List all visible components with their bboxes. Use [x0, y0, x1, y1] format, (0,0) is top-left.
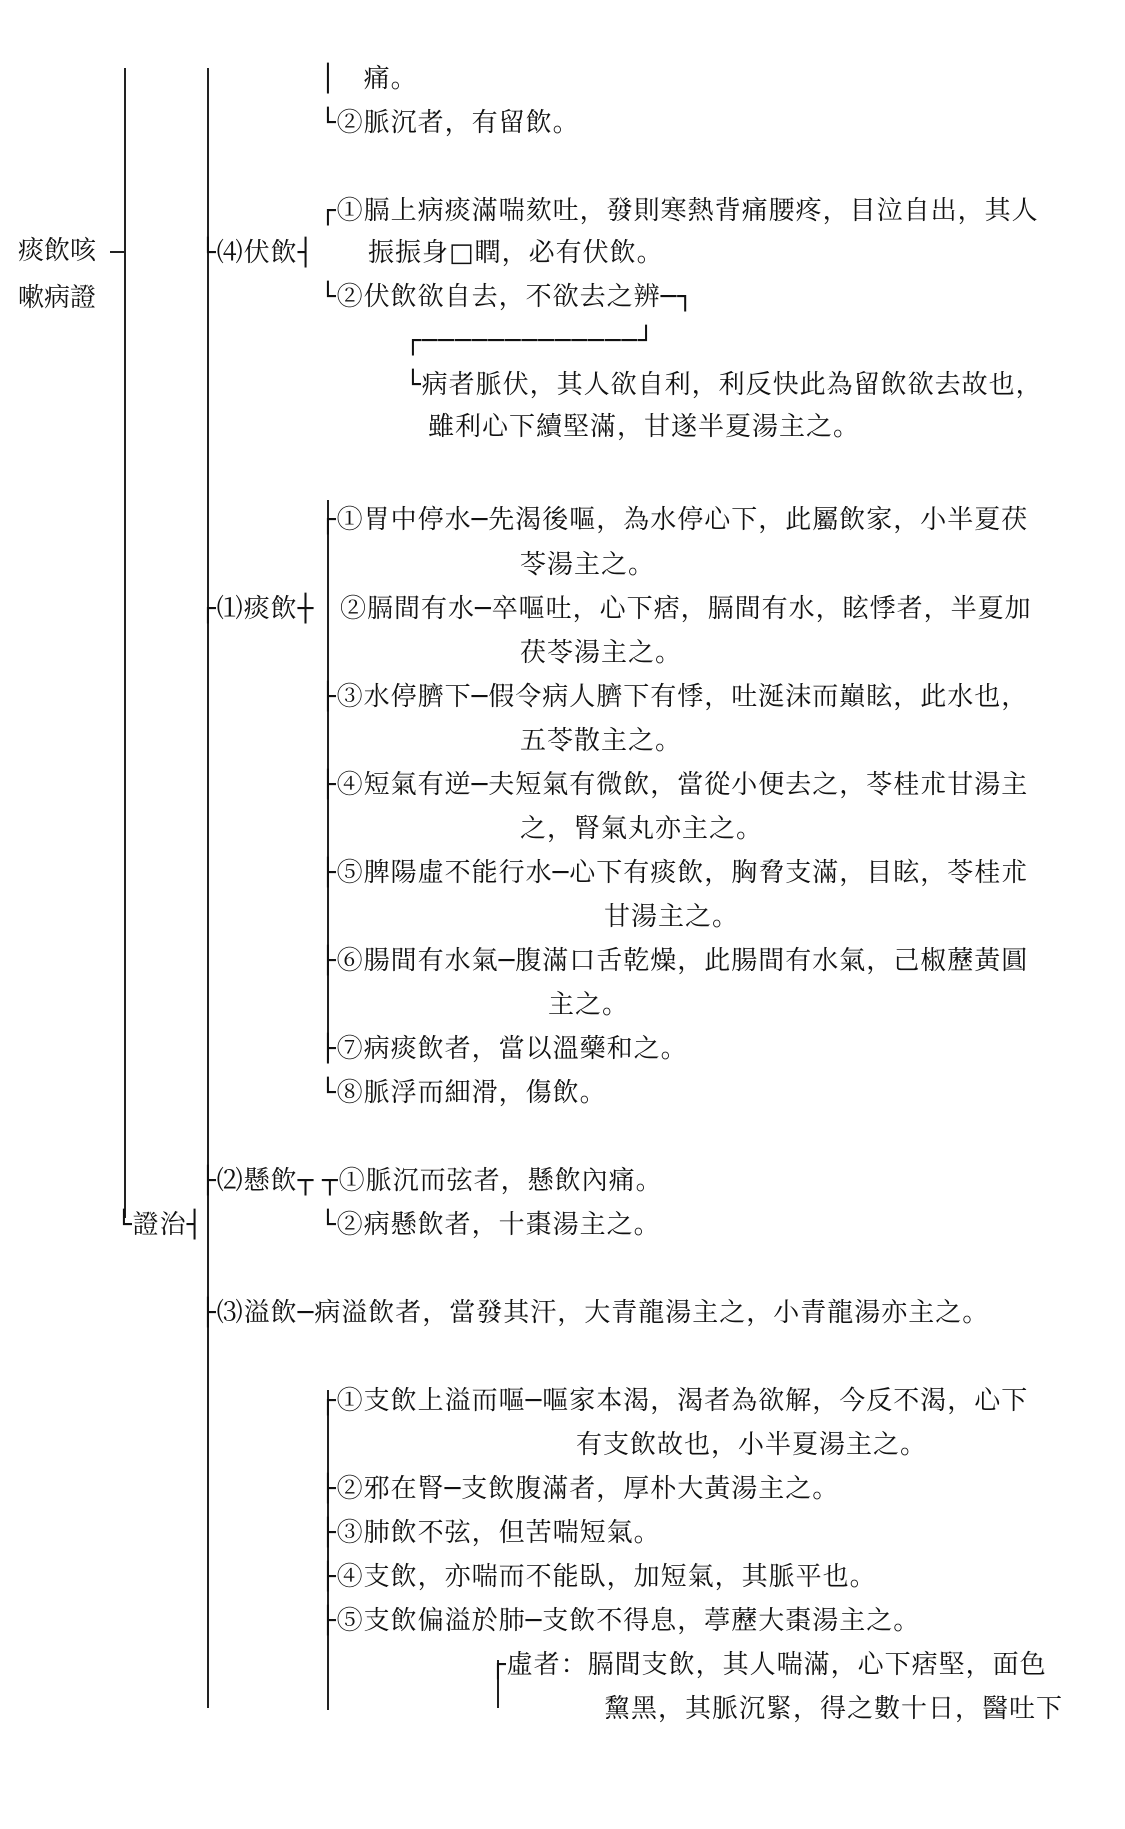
trunk-line-outer — [124, 68, 126, 1218]
zhiyin-item-5: ├⑤支飲偏溢於肺─支飲不得息，葶藶大棗湯主之。 — [320, 1606, 921, 1636]
tanyin-head: ┌⑴痰飲┼ — [200, 594, 315, 624]
tanyin-item-8: └⑧脈浮而細滑，傷飲。 — [320, 1078, 607, 1108]
fuyin-head: └⑷伏飲┤ — [200, 238, 315, 268]
zhiyin-item-3: ├③肺飲不弦，但苦喘短氣。 — [320, 1518, 661, 1548]
tanyin-item-5a: ├⑤脾陽虛不能行水─心下有痰飲，胸脅支滿，目眩，苓桂朮 — [320, 858, 1029, 888]
yiyin-line: ├⑶溢飲─病溢飲者，當發其汗，大青龍湯主之，小青龍湯亦主之。 — [200, 1298, 990, 1328]
tanyin-item-6b: 主之。 — [548, 990, 630, 1020]
fuyin-line-7: 雖利心下續堅滿，甘遂半夏湯主之。 — [428, 412, 861, 442]
tanyin-item-3a: ├③水停臍下─假令病人臍下有悸，吐涎沫而巔眩，此水也， — [320, 682, 1029, 712]
tanyin-item-4b: 之，腎氣丸亦主之。 — [520, 814, 764, 844]
fuyin-line-0: │ 痛。 — [320, 64, 418, 94]
tanyin-item-7: ├⑦病痰飲者，當以溫藥和之。 — [320, 1034, 688, 1064]
xuanyin-head: ├⑵懸飲┬ — [200, 1166, 315, 1196]
xuanyin-item-2: └②病懸飲者，十棗湯主之。 — [320, 1210, 661, 1240]
tanyin-item-3b: 五苓散主之。 — [520, 726, 683, 756]
fuyin-line-3: 振振身□瞤，必有伏飲。 — [368, 238, 664, 268]
fuyin-line-6: └病者脈伏，其人欲自利，利反快此為留飲欲去故也， — [405, 370, 1043, 400]
tanyin-item-5b: 甘湯主之。 — [604, 902, 740, 932]
root-title-line2: 嗽病證 — [18, 283, 97, 313]
tanyin-item-1a: ┌①胃中停水─先渴後嘔，為水停心下，此屬飲家，小半夏茯 — [320, 505, 1029, 535]
fuyin-line-2: ┌①膈上病痰滿喘欬吐，發則寒熱背痛腰疼，目泣自出，其人 — [320, 196, 1039, 226]
zhiyin-item-4: ├④支飲，亦喘而不能臥，加短氣，其脈平也。 — [320, 1562, 877, 1592]
tanyin-item-1b: 苓湯主之。 — [520, 550, 656, 580]
tanyin-item-6a: ├⑥腸間有水氣─腹滿口舌乾燥，此腸間有水氣，己椒藶黃圓 — [320, 946, 1029, 976]
trunk-line-inner — [207, 68, 209, 1708]
branch-zhengzhi: └證治┤ — [116, 1210, 204, 1240]
fuyin-line-5: ┌─────────────┘ — [405, 326, 655, 356]
tanyin-item-2b: 茯苓湯主之。 — [520, 638, 683, 668]
zhiyin-branch-line — [327, 1390, 329, 1710]
zhiyin-sub-b: 黧黑，其脈沉緊，得之數十日，醫吐下 — [604, 1694, 1064, 1724]
fuyin-line-4: └②伏飲欲自去，不欲去之辨─┐ — [320, 282, 694, 312]
root-title-line1: 痰飲咳 — [18, 236, 97, 266]
tanyin-item-4a: ├④短氣有逆─夫短氣有微飲，當從小便去之，苓桂朮甘湯主 — [320, 770, 1029, 800]
root-connector — [110, 251, 126, 253]
xuanyin-item-1: ┬①脈沉而弦者，懸飲內痛。 — [322, 1166, 663, 1196]
zhiyin-item-1b: 有支飲故也，小半夏湯主之。 — [576, 1430, 928, 1460]
zhiyin-item-2: ├②邪在腎─支飲腹滿者，厚朴大黃湯主之。 — [320, 1474, 840, 1504]
fuyin-line-1: └②脈沉者，有留飲。 — [320, 108, 580, 138]
tanyin-item-2a: ②膈間有水─卒嘔吐，心下痞，膈間有水，眩悸者，半夏加 — [340, 594, 1032, 624]
zhiyin-sub-a: ┌虛者：膈間支飲，其人喘滿，心下痞堅，面色 — [490, 1650, 1047, 1680]
zhiyin-item-1a: ┌①支飲上溢而嘔─嘔家本渴，渴者為欲解，今反不渴，心下 — [320, 1386, 1029, 1416]
